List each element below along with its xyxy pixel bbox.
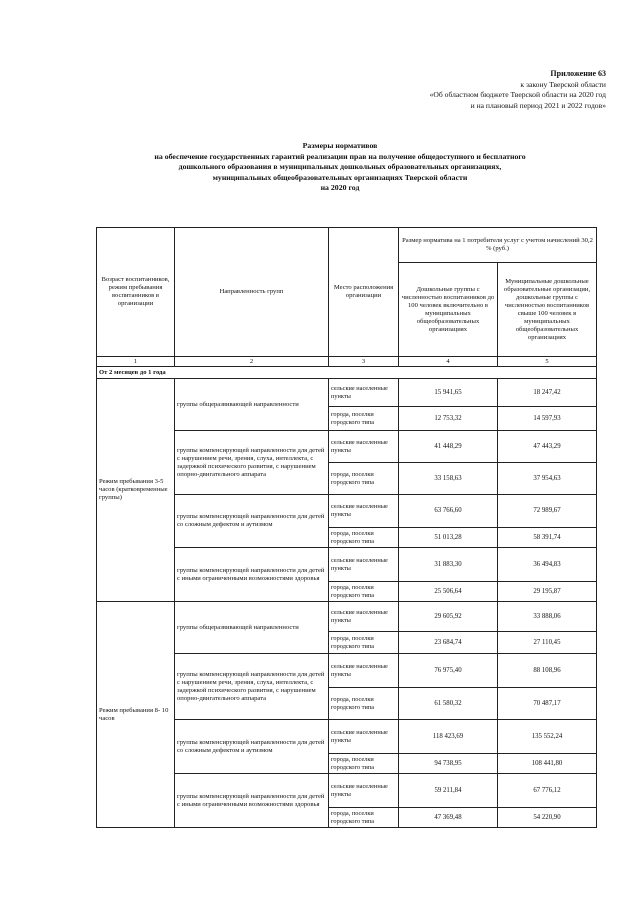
direction-complex: группы компенсирующей направленности для детей со сложным дефектом и аутизмом bbox=[175, 495, 329, 548]
value-col5: 36 494,83 bbox=[498, 548, 597, 582]
title-line-4: муниципальных общеобразовательных организациях Тверской области bbox=[212, 172, 468, 182]
direction-other: группы компенсирующей направленности для детей с иными ограниченными возможностями здоровья bbox=[175, 774, 329, 828]
value-col4: 12 753,32 bbox=[399, 407, 498, 431]
direction-general: группы общеразвивающей направленности bbox=[175, 602, 329, 654]
col-number: 2 bbox=[175, 357, 329, 367]
value-col4: 59 211,84 bbox=[399, 774, 498, 808]
location-urban: города, поселки городского типа bbox=[329, 808, 399, 828]
location-urban: города, поселки городского типа bbox=[329, 528, 399, 548]
header-col5: Муниципальные дошкольные образовательные организации, дошкольные группы с численностью воспитанников свыше 100 человек в муниципальных общеобразовательных организациях bbox=[498, 263, 597, 357]
direction-speech: группы компенсирующей направленности для детей с нарушением речи, зрения, слуха, интеллекта, с задержкой психического развития, с нарушением опорно-двигательного аппарата bbox=[175, 431, 329, 495]
location-rural: сельские населенные пункты bbox=[329, 548, 399, 582]
location-rural: сельские населенные пункты bbox=[329, 602, 399, 632]
value-col4: 33 158,63 bbox=[399, 463, 498, 495]
value-col4: 41 448,29 bbox=[399, 431, 498, 463]
header-location: Место расположения организации bbox=[329, 228, 399, 357]
table-row bbox=[97, 379, 597, 407]
header-direction: Направленность групп bbox=[175, 228, 329, 357]
value-col5: 54 220,90 bbox=[498, 808, 597, 828]
col-number: 3 bbox=[329, 357, 399, 367]
direction-general: группы общеразвивающей направленности bbox=[175, 379, 329, 431]
col-number: 5 bbox=[498, 357, 597, 367]
document-title bbox=[100, 141, 580, 194]
value-col4: 51 013,28 bbox=[399, 528, 498, 548]
value-col4: 63 766,60 bbox=[399, 495, 498, 528]
mode-long: Режим пребывания 8- 10 часов bbox=[97, 602, 175, 828]
value-col5: 67 776,12 bbox=[498, 774, 597, 808]
column-numbers-row bbox=[97, 357, 597, 367]
location-urban: города, поселки городского типа bbox=[329, 632, 399, 654]
location-urban: города, поселки городского типа bbox=[329, 407, 399, 431]
appendix-line-3: и на плановый период 2021 и 2022 годов» bbox=[470, 100, 606, 110]
title-line-1: Размеры нормативов bbox=[302, 141, 378, 150]
value-col5: 70 487,17 bbox=[498, 688, 597, 720]
value-col4: 31 883,30 bbox=[399, 548, 498, 582]
value-col4: 25 506,64 bbox=[399, 582, 498, 602]
value-col5: 58 391,74 bbox=[498, 528, 597, 548]
section-title: От 2 месяцев до 1 года bbox=[97, 367, 597, 379]
norms-table bbox=[96, 227, 597, 828]
value-col4: 29 605,92 bbox=[399, 602, 498, 632]
location-urban: города, поселки городского типа bbox=[329, 688, 399, 720]
appendix-header bbox=[286, 69, 606, 111]
header-col4: Дошкольные группы с численностью воспитанников до 100 человек включительно в муниципальных общеобразовательных организациях bbox=[399, 263, 498, 357]
location-rural: сельские населенные пункты bbox=[329, 654, 399, 688]
header-age: Возраст воспитанников, режим пребывания воспитанников в организации bbox=[97, 228, 175, 357]
direction-complex: группы компенсирующей направленности для детей со сложным дефектом и аутизмом bbox=[175, 720, 329, 774]
location-urban: города, поселки городского типа bbox=[329, 754, 399, 774]
value-col5: 135 552,24 bbox=[498, 720, 597, 754]
location-rural: сельские населенные пункты bbox=[329, 495, 399, 528]
location-rural: сельские населенные пункты bbox=[329, 379, 399, 407]
value-col5: 18 247,42 bbox=[498, 379, 597, 407]
value-col4: 94 738,95 bbox=[399, 754, 498, 774]
title-line-3: дошкольного образования в муниципальных дошкольных образовательных организациях, bbox=[178, 162, 502, 171]
value-col5: 72 989,67 bbox=[498, 495, 597, 528]
value-col4: 47 369,48 bbox=[399, 808, 498, 828]
header-norm: Размер норматива на 1 потребителя услуг с учетом начислений 30,2 % (руб.) bbox=[399, 228, 597, 263]
value-col4: 118 423,69 bbox=[399, 720, 498, 754]
appendix-line-1: к закону Тверской области bbox=[520, 79, 606, 89]
value-col5: 37 954,63 bbox=[498, 463, 597, 495]
col-number: 1 bbox=[97, 357, 175, 367]
col-number: 4 bbox=[399, 357, 498, 367]
appendix-line-2: «Об областном бюджете Тверской области на 2020 год bbox=[429, 90, 606, 99]
value-col5: 47 443,29 bbox=[498, 431, 597, 463]
location-rural: сельские населенные пункты bbox=[329, 431, 399, 463]
value-col4: 76 975,40 bbox=[399, 654, 498, 688]
value-col5: 88 108,96 bbox=[498, 654, 597, 688]
value-col5: 29 195,87 bbox=[498, 582, 597, 602]
mode-short: Режим пребывания 3-5 часов (кратковременные группы) bbox=[97, 379, 175, 602]
location-urban: города, поселки городского типа bbox=[329, 463, 399, 495]
location-urban: города, поселки городского типа bbox=[329, 582, 399, 602]
location-rural: сельские населенные пункты bbox=[329, 774, 399, 808]
value-col5: 108 441,80 bbox=[498, 754, 597, 774]
location-rural: сельские населенные пункты bbox=[329, 720, 399, 754]
value-col5: 33 888,06 bbox=[498, 602, 597, 632]
value-col4: 61 580,32 bbox=[399, 688, 498, 720]
title-line-2: на обеспечение государственных гарантий реализации прав на получение общедоступного и бесплатного bbox=[154, 151, 526, 161]
appendix-title: Приложение 63 bbox=[550, 69, 606, 78]
direction-speech: группы компенсирующей направленности для детей с нарушением речи, зрения, слуха, интеллекта, с задержкой психического развития, с нарушением опорно-двигательного аппарата bbox=[175, 654, 329, 720]
value-col5: 14 597,93 bbox=[498, 407, 597, 431]
table-row bbox=[97, 602, 597, 632]
direction-other: группы компенсирующей направленности для детей с иными ограниченными возможностями здоровья bbox=[175, 548, 329, 602]
title-line-5: на 2020 год bbox=[320, 183, 360, 192]
section-row bbox=[97, 367, 597, 379]
value-col5: 27 110,45 bbox=[498, 632, 597, 654]
value-col4: 23 684,74 bbox=[399, 632, 498, 654]
value-col4: 15 941,65 bbox=[399, 379, 498, 407]
